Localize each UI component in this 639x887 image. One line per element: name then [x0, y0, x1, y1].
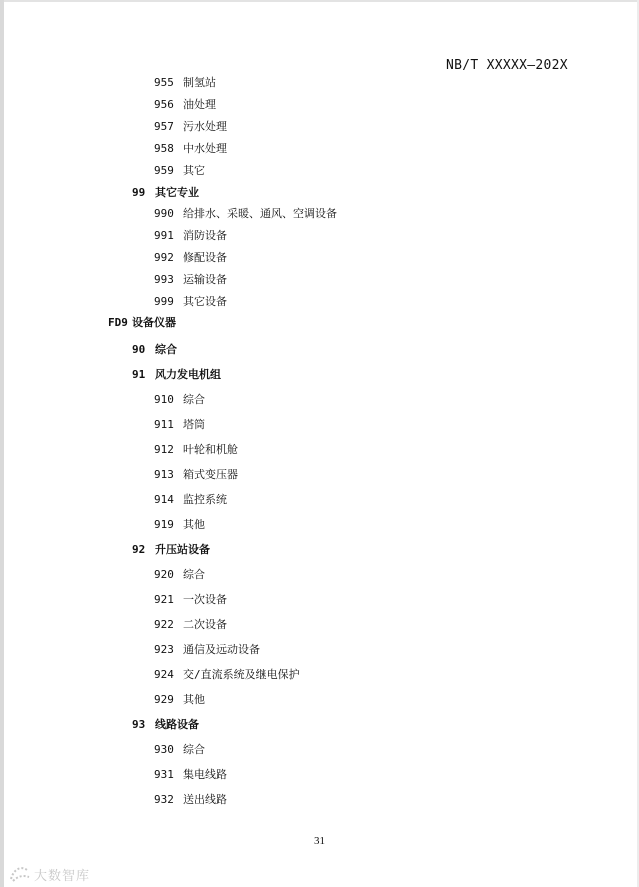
- list-item: [154, 393, 205, 407]
- page-left-edge: [0, 0, 4, 887]
- category-name: 升压站设备: [155, 543, 210, 556]
- page-number: 31: [314, 835, 325, 847]
- item-code: 959: [154, 164, 174, 177]
- item-name: 其他: [183, 693, 205, 706]
- dashed-swirl-logo-icon: [8, 864, 32, 884]
- item-code: 924: [154, 668, 174, 681]
- category-heading: [132, 543, 210, 557]
- list-item: [154, 618, 227, 632]
- item-code: 910: [154, 393, 174, 406]
- list-item: [154, 643, 260, 657]
- section-code: FD9: [108, 316, 128, 329]
- item-code: 923: [154, 643, 174, 656]
- item-name: 叶轮和机舱: [183, 443, 238, 456]
- item-name: 消防设备: [183, 229, 227, 242]
- item-code: 913: [154, 468, 174, 481]
- item-code: 932: [154, 793, 174, 806]
- list-item: [154, 164, 205, 178]
- item-name: 运输设备: [183, 273, 227, 286]
- category-code: 93: [132, 718, 146, 731]
- list-item: [154, 668, 300, 682]
- list-item: [154, 743, 205, 757]
- item-code: 914: [154, 493, 174, 506]
- list-item: [154, 295, 227, 309]
- category-heading: [132, 186, 199, 200]
- list-item: [154, 593, 227, 607]
- list-item: [154, 518, 205, 532]
- item-name: 油处理: [183, 98, 216, 111]
- item-code: 957: [154, 120, 174, 133]
- list-item: [154, 273, 227, 287]
- list-item: [154, 76, 216, 90]
- item-code: 956: [154, 98, 174, 111]
- watermark-text: 大数智库: [34, 868, 91, 884]
- category-code: 91: [132, 368, 146, 381]
- list-item: [154, 229, 227, 243]
- item-code: 922: [154, 618, 174, 631]
- page-top-edge: [0, 0, 639, 2]
- item-name: 通信及远动设备: [183, 643, 260, 656]
- item-code: 931: [154, 768, 174, 781]
- list-item: [154, 418, 205, 432]
- section-name: 设备仪器: [132, 316, 176, 329]
- category-name: 风力发电机组: [155, 368, 221, 381]
- watermark: [8, 863, 90, 885]
- category-code: 90: [132, 343, 146, 356]
- item-code: 912: [154, 443, 174, 456]
- category-name: 其它专业: [155, 186, 199, 199]
- item-code: 993: [154, 273, 174, 286]
- section-heading: [108, 316, 176, 330]
- item-name: 修配设备: [183, 251, 227, 264]
- list-item: [154, 142, 227, 156]
- item-code: 911: [154, 418, 174, 431]
- category-name: 线路设备: [155, 718, 199, 731]
- item-name: 综合: [183, 393, 205, 406]
- item-code: 929: [154, 693, 174, 706]
- standard-number-header: NB/T XXXXX—202X: [446, 58, 568, 73]
- list-item: [154, 98, 216, 112]
- item-name: 制氢站: [183, 76, 216, 89]
- list-item: [154, 207, 337, 221]
- item-code: 992: [154, 251, 174, 264]
- category-code: 99: [132, 186, 146, 199]
- item-name: 综合: [183, 743, 205, 756]
- item-name: 塔筒: [183, 418, 205, 431]
- item-name: 给排水、采暖、通风、空调设备: [183, 207, 337, 220]
- list-item: [154, 768, 227, 782]
- list-item: [154, 120, 227, 134]
- item-code: 921: [154, 593, 174, 606]
- item-name: 其他: [183, 518, 205, 531]
- category-heading: [132, 718, 199, 732]
- list-item: [154, 793, 227, 807]
- list-item: [154, 443, 238, 457]
- item-name: 二次设备: [183, 618, 227, 631]
- list-item: [154, 251, 227, 265]
- item-code: 930: [154, 743, 174, 756]
- list-item: [154, 468, 238, 482]
- item-code: 991: [154, 229, 174, 242]
- item-name: 箱式变压器: [183, 468, 238, 481]
- list-item: [154, 693, 205, 707]
- item-name: 监控系统: [183, 493, 227, 506]
- item-code: 990: [154, 207, 174, 220]
- item-name: 中水处理: [183, 142, 227, 155]
- list-item: [154, 493, 227, 507]
- item-code: 999: [154, 295, 174, 308]
- category-heading: [132, 343, 177, 357]
- item-name: 送出线路: [183, 793, 227, 806]
- item-name: 其它: [183, 164, 205, 177]
- category-name: 综合: [155, 343, 177, 356]
- item-name: 综合: [183, 568, 205, 581]
- item-code: 958: [154, 142, 174, 155]
- item-name: 一次设备: [183, 593, 227, 606]
- item-name: 污水处理: [183, 120, 227, 133]
- item-name: 集电线路: [183, 768, 227, 781]
- category-code: 92: [132, 543, 146, 556]
- item-name: 其它设备: [183, 295, 227, 308]
- item-code: 920: [154, 568, 174, 581]
- category-heading: [132, 368, 221, 382]
- item-code: 919: [154, 518, 174, 531]
- list-item: [154, 568, 205, 582]
- item-code: 955: [154, 76, 174, 89]
- item-name: 交/直流系统及继电保护: [183, 668, 300, 681]
